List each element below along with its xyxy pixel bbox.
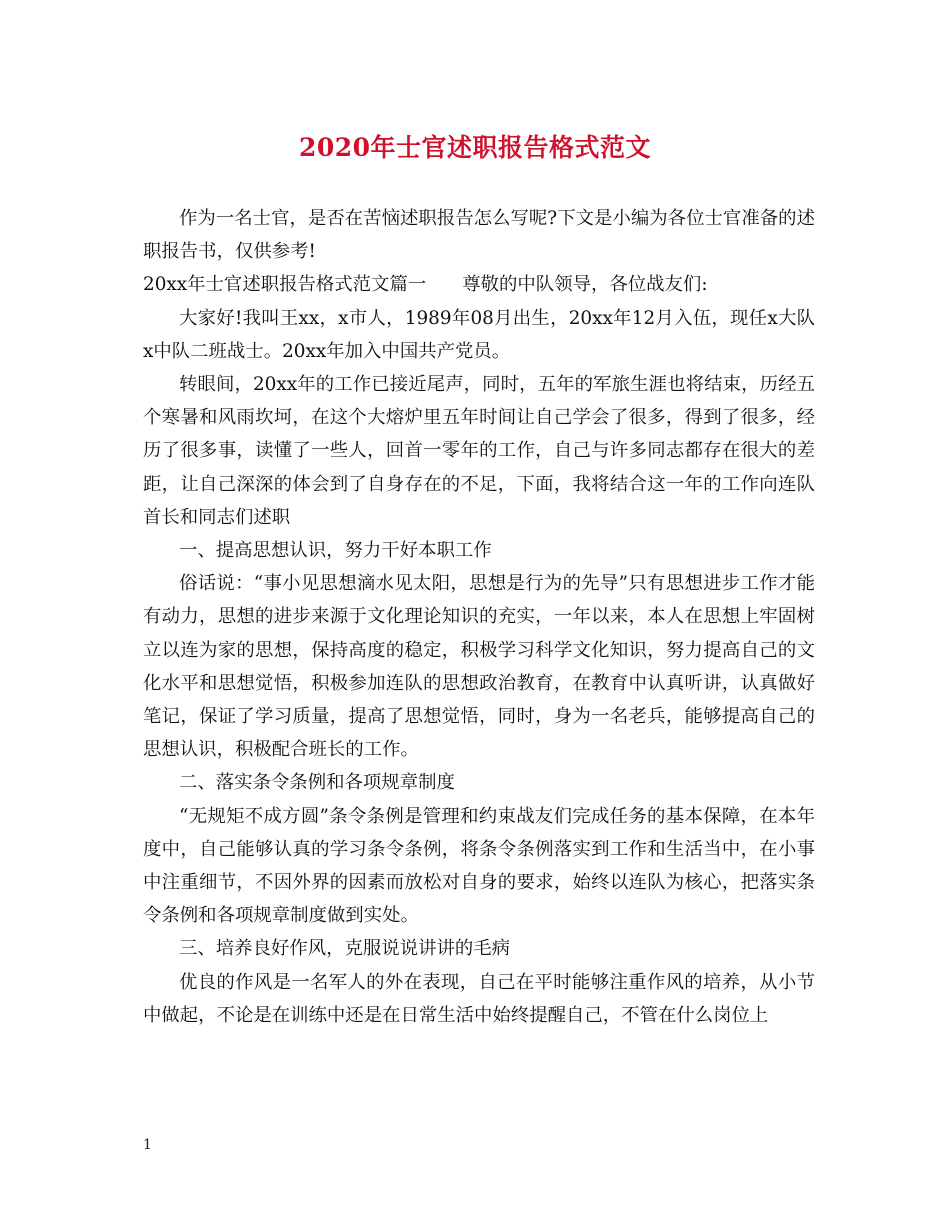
section-heading-3: 三、培养良好作风，克服说说讲讲的毛病 bbox=[179, 938, 511, 960]
subtitle-left: 20xx年士官述职报告格式范文篇一 bbox=[143, 274, 427, 296]
body-paragraph-4: “无规矩不成方圆”条令条例是管理和约束战友们完成任务的基本保障，在本年度中，自己能够认真的学习条令条例，将条令条例落实到工作和生活当中，在小事中注重细节，不因外界的因素而放松对自身的要求，始终以连队为核心，把落实条令条例和各项规章制度做到实处。 bbox=[143, 805, 815, 927]
document-title: 2020年士官述职报告格式范文 bbox=[298, 133, 652, 162]
section-heading-1: 一、提高思想认识，努力干好本职工作 bbox=[179, 540, 492, 562]
subtitle-line bbox=[143, 268, 815, 301]
page-number: 1 bbox=[143, 1137, 152, 1153]
subtitle-right: 尊敬的中队领导，各位战友们: bbox=[462, 274, 708, 296]
document-body bbox=[143, 202, 815, 1032]
body-paragraph-1: 大家好!我叫王xx，x市人，1989年08月出生，20xx年12月入伍，现任x大队x中队二班战士。20xx年加入中国共产党员。 bbox=[143, 307, 815, 362]
intro-paragraph: 作为一名士官，是否在苦恼述职报告怎么写呢?下文是小编为各位士官准备的述职报告书，仅供参考! bbox=[143, 208, 815, 263]
body-paragraph-2: 转眼间，20xx年的工作已接近尾声，同时，五年的军旅生涯也将结束，历经五个寒暑和风雨坎坷，在这个大熔炉里五年时间让自己学会了很多，得到了很多，经历了很多事，读懂了一些人，回首一零年的工作，自己与许多同志都存在很大的差距，让自己深深的体会到了自身存在的不足，下面，我将结合这一年的工作向连队首长和同志们述职 bbox=[143, 374, 815, 528]
body-paragraph-5: 优良的作风是一名军人的外在表现，自己在平时能够注重作风的培养，从小节中做起，不论是在训练中还是在日常生活中始终提醒自己，不管在什么岗位上 bbox=[143, 971, 815, 1026]
body-paragraph-3: 俗话说：“事小见思想滴水见太阳，思想是行为的先导”只有思想进步工作才能有动力，思想的进步来源于文化理论知识的充实，一年以来，本人在思想上牢固树立以连为家的思想，保持高度的稳定，积极学习科学文化知识，努力提高自己的文化水平和思想觉悟，积极参加连队的思想政治教育，在教育中认真听讲，认真做好笔记，保证了学习质量，提高了思想觉悟，同时，身为一名老兵，能够提高自己的思想认识，积极配合班长的工作。 bbox=[143, 573, 815, 761]
section-heading-2: 二、落实条令条例和各项规章制度 bbox=[179, 772, 455, 794]
